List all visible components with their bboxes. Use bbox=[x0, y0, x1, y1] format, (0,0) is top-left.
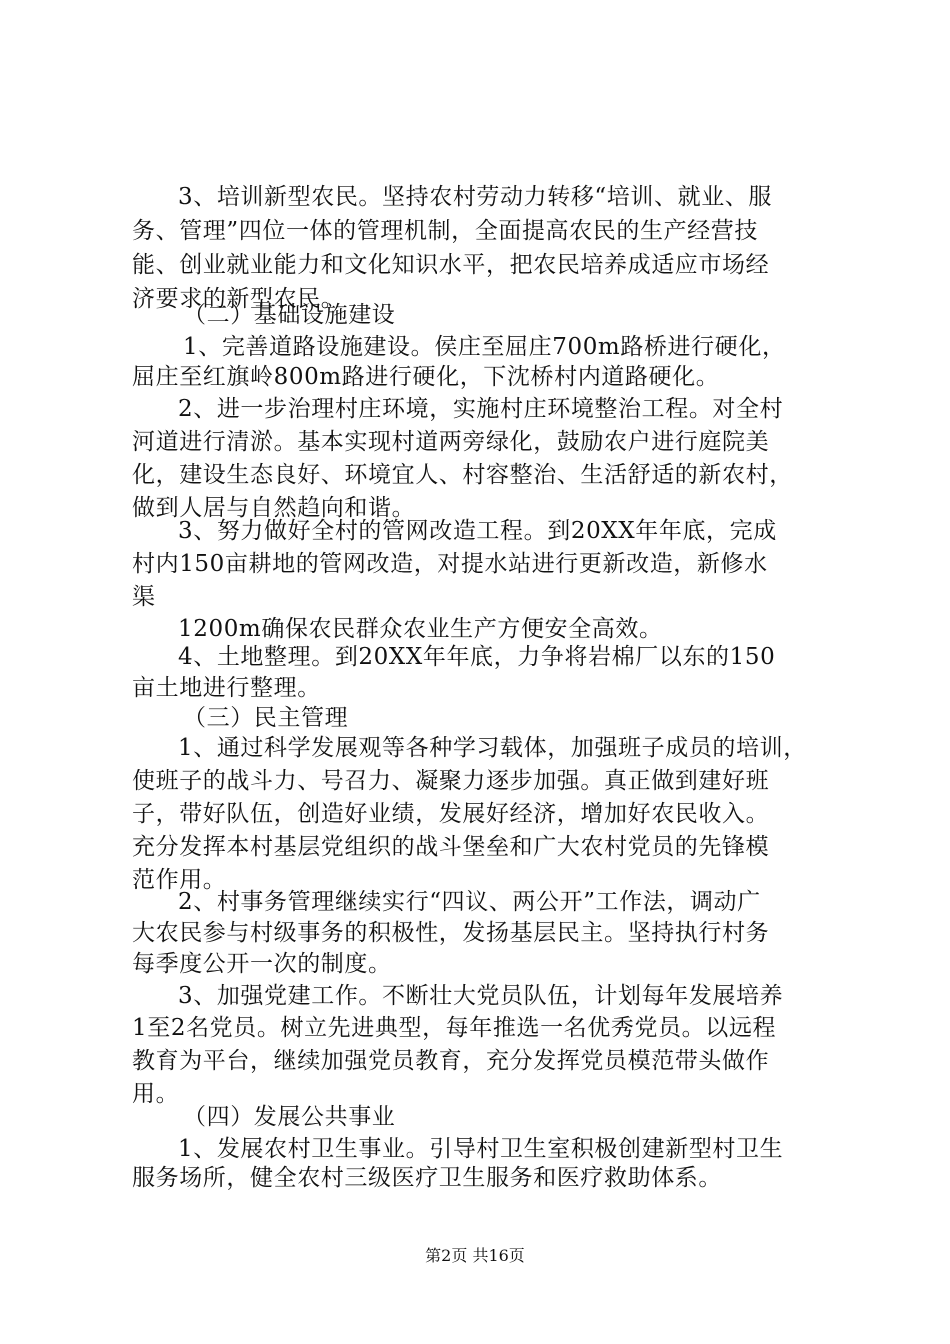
text-line: 每季度公开一次的制度。 bbox=[132, 951, 392, 977]
text-line: 村内150亩耕地的管网改造，对提水站进行更新改造，新修水 bbox=[132, 551, 768, 577]
text-line: 做到人居与自然趋向和谐。 bbox=[132, 495, 416, 521]
text-line: 2、村事务管理继续实行“四议、两公开”工作法，调动广 bbox=[178, 889, 761, 915]
section-heading: （三）民主管理 bbox=[183, 705, 349, 731]
text-line: 1至2名党员。树立先进典型，每年推选一名优秀党员。以远程 bbox=[132, 1015, 777, 1041]
text-line: 河道进行清淤。基本实现村道两旁绿化，鼓励农户进行庭院美 bbox=[132, 429, 770, 455]
text-line: 3、努力做好全村的管网改造工程。到20XX年年底，完成 bbox=[178, 518, 777, 544]
text-line: 教育为平台，继续加强党员教育，充分发挥党员模范带头做作 bbox=[132, 1048, 770, 1074]
text-line: 用。 bbox=[132, 1081, 180, 1107]
section-heading: （四）发展公共事业 bbox=[183, 1104, 396, 1130]
text-line: 子，带好队伍，创造好业绩，发展好经济，增加好农民收入。 bbox=[132, 801, 770, 827]
text-line: 范作用。 bbox=[132, 867, 227, 893]
text-line: 4、土地整理。到20XX年年底，力争将岩棉厂以东的150 bbox=[178, 644, 776, 670]
text-line: 1、完善道路设施建设。侯庄至屈庄700m路桥进行硬化， bbox=[183, 334, 786, 360]
section-heading: （二）基础设施建设 bbox=[183, 302, 396, 328]
text-line: 大农民参与村级事务的积极性，发扬基层民主。坚持执行村务 bbox=[132, 920, 770, 946]
text-line: 1、发展农村卫生事业。引导村卫生室积极创建新型村卫生 bbox=[178, 1136, 784, 1162]
text-line: 屈庄至红旗岭800m路进行硬化，下沈桥村内道路硬化。 bbox=[132, 364, 720, 390]
text-line: 务、管理”四位一体的管理机制，全面提高农民的生产经营技 bbox=[132, 218, 758, 244]
text-line: 能、创业就业能力和文化知识水平，把农民培养成适应市场经 bbox=[132, 252, 770, 278]
text-line: 渠 bbox=[132, 584, 156, 610]
text-line: 1、通过科学发展观等各种学习载体，加强班子成员的培训， bbox=[178, 735, 807, 761]
text-line: 使班子的战斗力、号召力、凝聚力逐步加强。真正做到建好班 bbox=[132, 768, 770, 794]
text-line: 服务场所，健全农村三级医疗卫生服务和医疗救助体系。 bbox=[132, 1165, 722, 1191]
text-line: 充分发挥本村基层党组织的战斗堡垒和广大农村党员的先锋模 bbox=[132, 834, 770, 860]
text-line: 1200m确保农民群众农业生产方便安全高效。 bbox=[178, 616, 663, 642]
text-line: 3、加强党建工作。不断壮大党员队伍，计划每年发展培养 bbox=[178, 983, 784, 1009]
page-footer: 第2页 共16页 bbox=[425, 1246, 525, 1265]
text-line: 3、培训新型农民。坚持农村劳动力转移“培训、就业、服 bbox=[178, 184, 772, 210]
text-line: 济要求的新型农民。 bbox=[132, 286, 345, 312]
text-line: 亩土地进行整理。 bbox=[132, 675, 321, 701]
text-line: 化，建设生态良好、环境宜人、村容整治、生活舒适的新农村， bbox=[132, 462, 793, 488]
text-line: 2、进一步治理村庄环境，实施村庄环境整治工程。对全村 bbox=[178, 396, 784, 422]
